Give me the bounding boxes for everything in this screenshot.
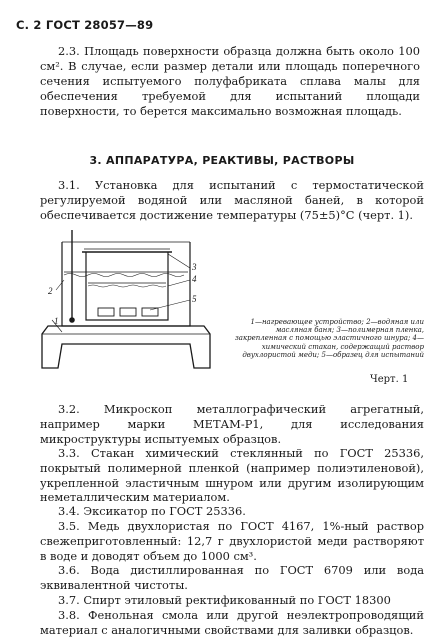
figure-label-4: 4 xyxy=(192,274,197,284)
paragraph-3-1: 3.1. Установка для испытаний с термостатической регулируемой водяной или масляной баней, в которой обеспечивается достижение температуры (75±5)°С (черт. 1). xyxy=(40,178,424,222)
item-3-6: 3.6. Вода дистиллированная по ГОСТ 6709 или вода эквивалентной чистоты. xyxy=(40,563,424,592)
apparatus-drawing xyxy=(40,228,220,378)
figure-legend: 1—нагревающее устройство; 2—водяная или масляная баня; 3—полимерная пленка, закрепленная с помощью эластичного шнура; 4—химический стакан, содержащий раствор двухлористой меди; 5—образец для испытаний xyxy=(234,318,424,359)
figure-caption: Черт. 1 xyxy=(370,374,409,385)
paragraph-2-3: 2.3. Площадь поверхности образца должна быть около 100 см². В случае, если размер детали или площадь поперечного сечения испытуемого полуфабриката сплава малы для обеспечения требуемой для испытаний площади поверхности, то берется максимально возможная площадь. xyxy=(40,44,420,118)
item-3-5: 3.5. Медь двухлористая по ГОСТ 4167, 1%-ный раствор свежеприготовленный: 12,7 г двухлористой меди растворяют в воде и доводят объем до 1000 см³. xyxy=(40,519,424,563)
figure-label-5: 5 xyxy=(192,294,197,304)
item-3-7: 3.7. Спирт этиловый ректификованный по ГОСТ 18300 xyxy=(58,593,391,607)
apparatus-figure xyxy=(40,228,220,378)
item-3-4: 3.4. Эксикатор по ГОСТ 25336. xyxy=(58,504,246,518)
section-title: 3. АППАРАТУРА, РЕАКТИВЫ, РАСТВОРЫ xyxy=(89,154,355,167)
item-3-8: 3.8. Фенольная смола или другой неэлектропроводящий материал с аналогичными свойствами для заливки образцов. xyxy=(40,608,424,637)
figure-label-3: 3 xyxy=(192,262,197,272)
item-3-3: 3.3. Стакан химический стеклянный по ГОСТ 25336, покрытый полимерной пленкой (например полиэтиленовой), укрепленной эластичным шнуром или другим изолирующим неметаллическим материалом. xyxy=(40,446,424,505)
item-3-2: 3.2. Микроскоп металлографический агрегатный, например марки МЕТАМ-Р1, для исследования микроструктуры испытуемых образцов. xyxy=(40,402,424,446)
figure-label-1: 1 xyxy=(54,316,59,326)
figure-label-2: 2 xyxy=(48,286,53,296)
page-header: С. 2 ГОСТ 28057—89 xyxy=(16,18,154,32)
